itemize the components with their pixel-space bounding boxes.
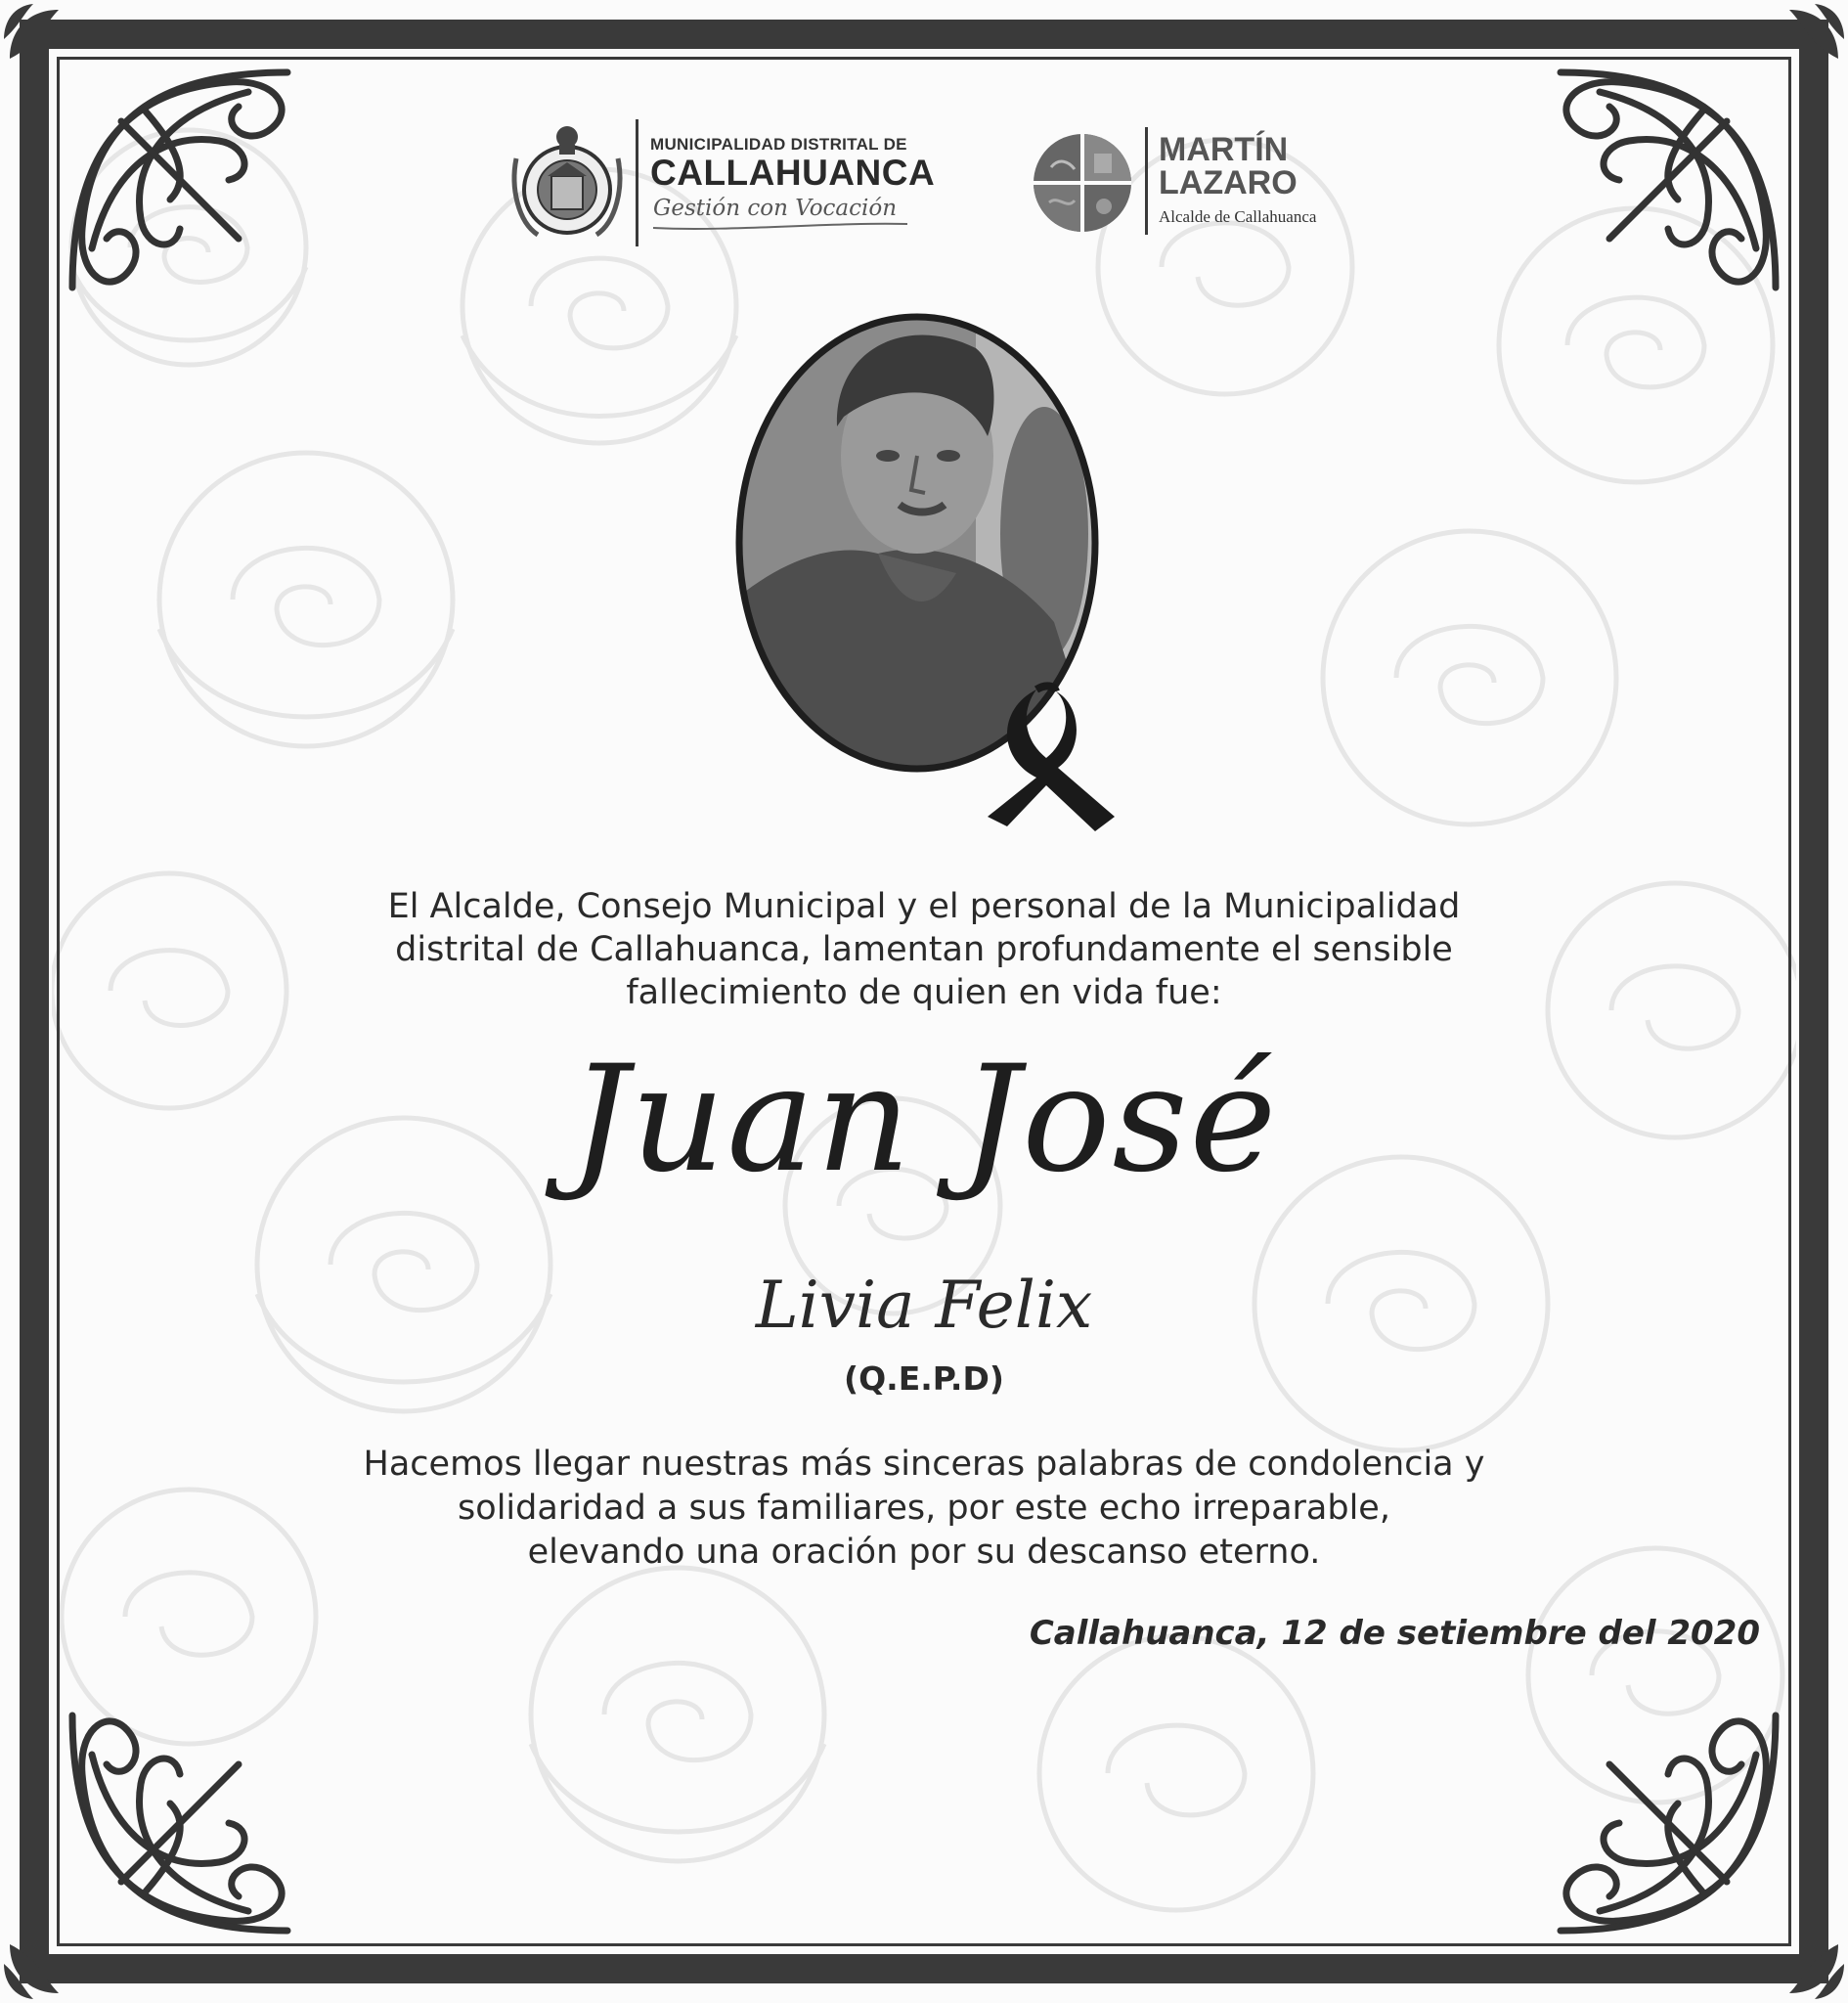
mayor-role: Alcalde de Callahuanca [1159, 207, 1317, 226]
qepd-label: (Q.E.P.D) [844, 1359, 1004, 1398]
deceased-first-names: Juan José [569, 1035, 1279, 1205]
mourning-ribbon-icon [968, 670, 1124, 836]
corner-flourish-icon [1541, 1696, 1795, 1950]
intro-line: El Alcalde, Consejo Municipal y el personal de la Municipalidad [387, 887, 1461, 926]
municipality-slogan: Gestión con Vocación [653, 196, 898, 221]
mayor-logo [1032, 127, 1325, 235]
deceased-surnames: Livia Felix [755, 1268, 1093, 1343]
intro-line: distrital de Callahuanca, lamentan profundamente el sensible [395, 930, 1453, 969]
place-and-date: Callahuanca, 12 de setiembre del 2020 [1029, 1614, 1760, 1653]
mayor-last-name: LAZARO [1159, 164, 1298, 201]
corner-flourish-icon [1541, 53, 1795, 307]
corner-flourish-icon [53, 53, 307, 307]
municipality-label: MUNICIPALIDAD DISTRITAL DE [650, 135, 907, 154]
corner-flourish-icon [53, 1696, 307, 1950]
condolence-line: solidaridad a sus familiares, por este echo irreparable, [458, 1489, 1390, 1528]
condolence-text [215, 1443, 1633, 1575]
municipal-logo [508, 119, 936, 246]
logo-divider [636, 119, 638, 246]
intro-text [235, 885, 1613, 1014]
condolence-line: elevando una oración por su descanso eterno. [527, 1533, 1321, 1572]
logo-divider [1145, 127, 1148, 235]
condolence-line: Hacemos llegar nuestras más sinceras palabras de condolencia y [363, 1445, 1485, 1484]
mayor-emblem-icon [1032, 132, 1133, 234]
municipal-crest-icon [508, 119, 626, 246]
slogan-swash-icon [653, 220, 907, 232]
intro-line: fallecimiento de quien en vida fue: [626, 973, 1222, 1012]
mayor-first-name: MARTÍN [1159, 131, 1289, 168]
municipality-name: CALLAHUANCA [650, 153, 936, 193]
